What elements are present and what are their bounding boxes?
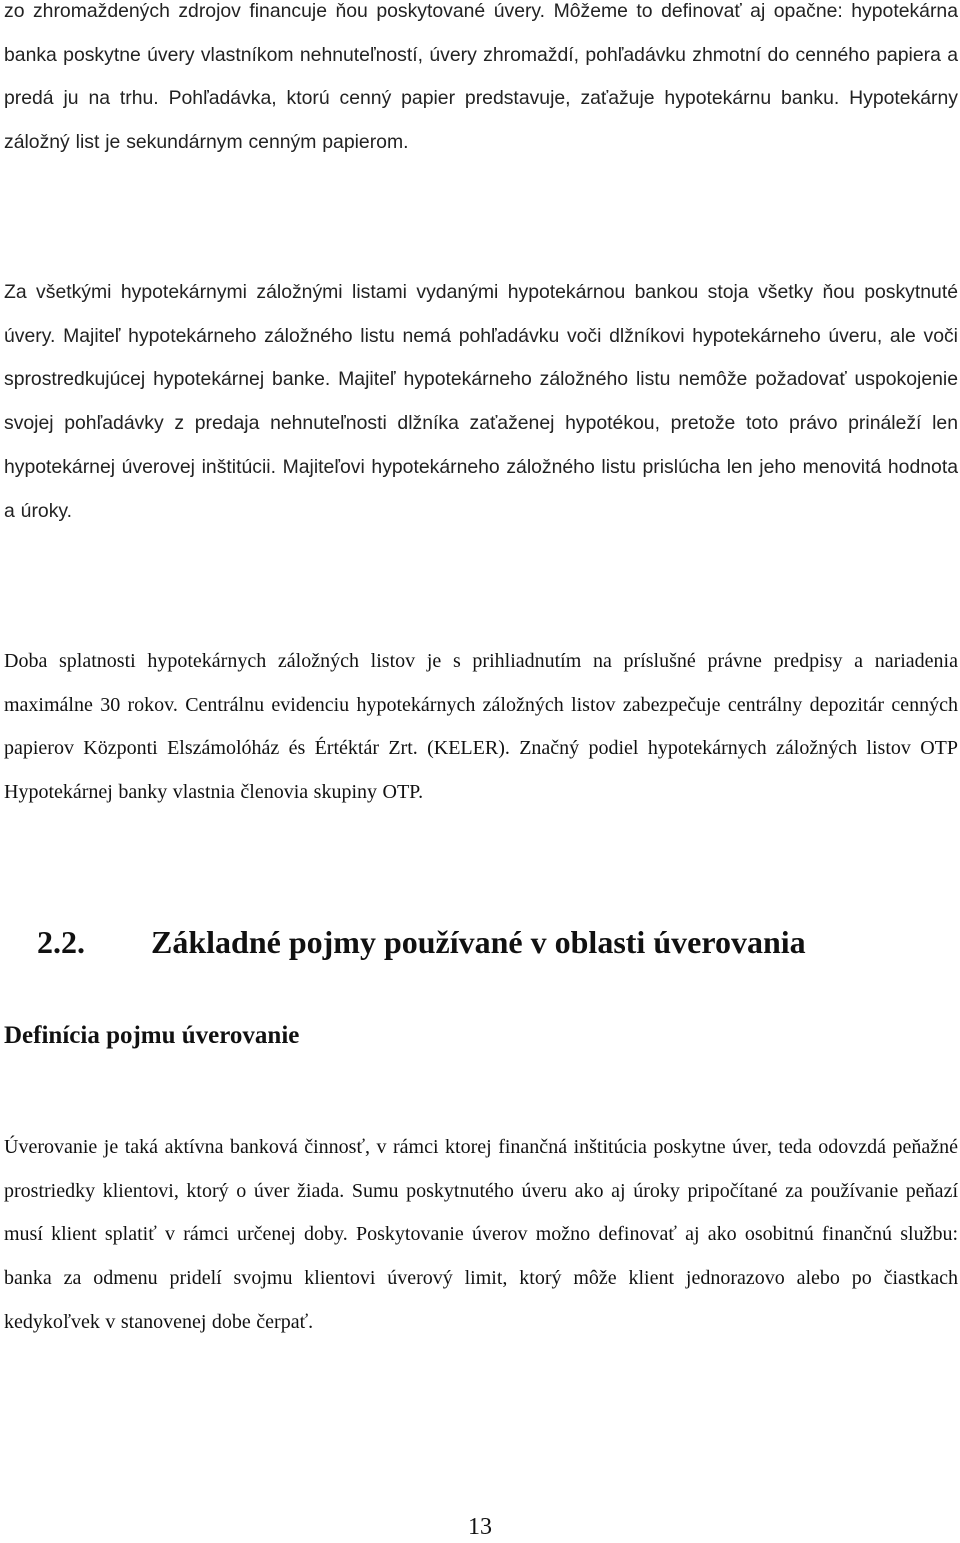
page-number: 13	[468, 1514, 492, 1540]
paragraph-mortgage-bond-holder: Za všetkými hypotekárnymi záložnými listami vydanými hypotekárnou bankou stoja všetky ňou poskytnuté úvery. Majiteľ hypotekárneho záložného listu nemá pohľadávku voči dlžníkovi hypotekárneho úveru, ale voči sprostredkujúcej hypotekárnej banke. Majiteľ hypotekárneho záložného listu nemôže požadovať uspokojenie svojej pohľadávky z predaja nehnuteľnosti dlžníka zaťaženej hypotékou, pretože toto právo prináleží len hypotekárnej úverovej inštitúcii. Majiteľovi hypotekárneho záložného listu prislúcha len jeho menovitá hodnota a úroky.	[4, 281, 958, 522]
section-title: Základné pojmy používané v oblasti úverovania	[151, 924, 806, 960]
paragraph-maturity: Doba splatnosti hypotekárnych záložných listov je s prihliadnutím na príslušné právne predpisy a nariadenia maximálne 30 rokov. Centrálnu evidenciu hypotekárnych záložných listov zabezpečuje centrálny depozitár cenných papierov Központi Elszámolóház és Értéktár Zrt. (KELER). Značný podiel hypotekárnych záložných listov OTP Hypotekárnej banky vlastnia členovia skupiny OTP.	[4, 650, 958, 804]
section-heading	[37, 918, 806, 966]
sub-heading: Definícia pojmu úverovanie	[4, 1022, 300, 1049]
paragraph-lending-definition: Úverovanie je taká aktívna banková činnosť, v rámci ktorej finančná inštitúcia poskytne úver, teda odovzdá peňažné prostriedky klientovi, ktorý o úver žiada. Sumu poskytnutého úveru ako aj úroky pripočítané za používanie peňazí musí klient splatiť v rámci určenej doby. Poskytovanie úverov možno definovať aj ako osobitnú finančnú službu: banka za odmenu pridelí svojmu klientovi úverový limit, ktorý môže klient jednorazovo alebo po čiastkach kedykoľvek v stanovenej dobe čerpať.	[4, 1136, 958, 1333]
section-number: 2.2.	[37, 924, 85, 960]
paragraph-mortgage-definition: zo zhromaždených zdrojov financuje ňou poskytované úvery. Môžeme to definovať aj opačne: hypotekárna banka poskytne úvery vlastníkom nehnuteľností, úvery zhromaždí, pohľadávku zhmotní do cenného papiera a predá ju na trhu. Pohľadávka, ktorú cenný papier predstavuje, zaťažuje hypotekárnu banku. Hypotekárny záložný list je sekundárnym cenným papierom.	[4, 0, 958, 154]
